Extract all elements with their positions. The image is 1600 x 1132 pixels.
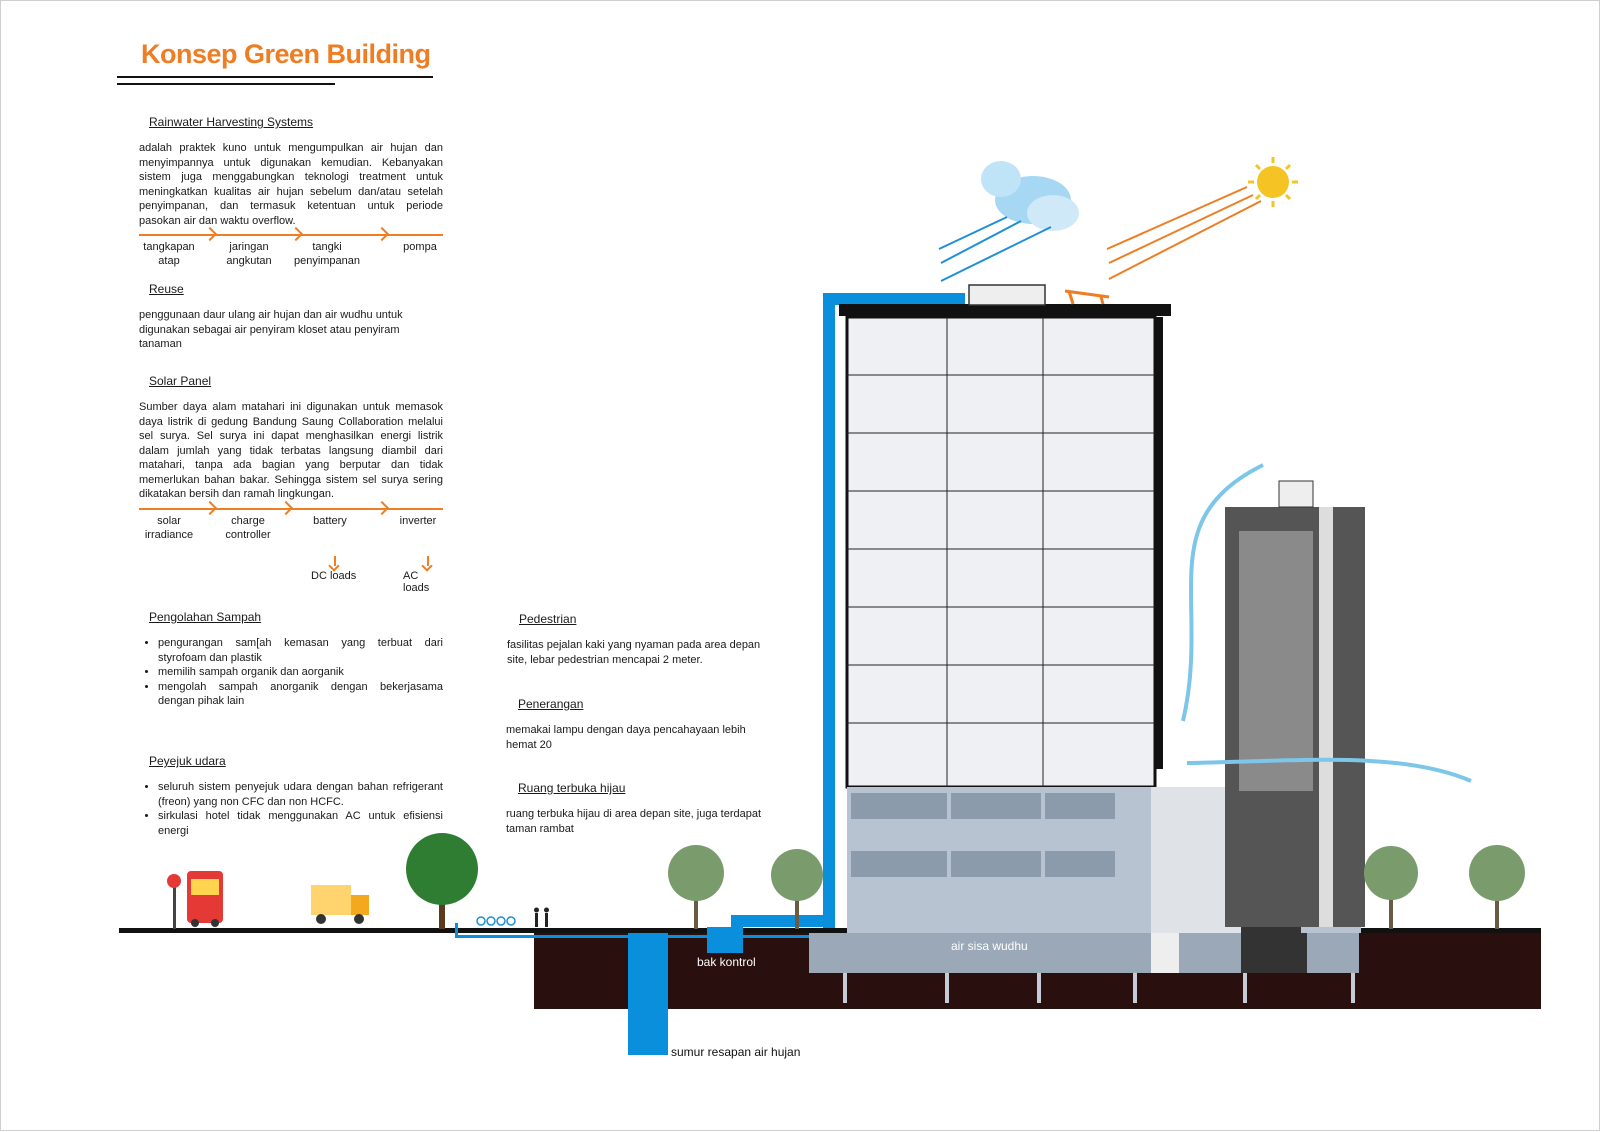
rainwater-heading: Rainwater Harvesting Systems (149, 115, 314, 129)
water-pipe-riser (455, 923, 458, 937)
list-item: • pengurangan sam[ah kemasan yang terbuat dari styrofoam dan plastik (158, 636, 443, 665)
flow-step: charge controller (225, 514, 271, 541)
bicycle-icon (477, 917, 515, 925)
tower-balcony-edge (1155, 317, 1163, 769)
pedestrian-heading: Pedestrian (519, 612, 577, 626)
penyejuk-heading: Peyejuk udara (149, 754, 226, 768)
building-section-diagram (1, 1, 1600, 1132)
bak-kontrol-label: bak kontrol (697, 955, 756, 969)
rain-pipe-top (823, 293, 965, 305)
roof-room (969, 285, 1045, 305)
second-tower-facade (1239, 531, 1313, 791)
water-pipe (455, 935, 709, 938)
solar-body: Sumber daya alam matahari ini digunakan untuk memasok daya listrik di gedung Bandung Saung Collaboration melalui sel surya. Sel surya ini dapat menghasilkan energi listrik dalam jumlah yang tidak terbatas langsung diambil dari matahari, tanpa ada bagian yang berputar dan tidak memerlukan bahan bakar. Sehingga sistem sel surya sering dikatakan bersih dan ramah lingkungan. (139, 401, 443, 500)
basement-light (1151, 933, 1179, 973)
bus-icon (187, 871, 223, 927)
main-tower (847, 317, 1155, 787)
sumur-resapan (628, 933, 668, 1055)
sumur-label: sumur resapan air hujan (671, 1045, 801, 1059)
flow-step: tangki penyimpanan (293, 241, 361, 267)
penerangan-body: memakai lampu dengan daya pencahayaan lebih hemat 20 (506, 724, 746, 751)
ruang-body: ruang terbuka hijau di area depan site, juga terdapat taman rambat (506, 808, 762, 835)
flow-step: battery (313, 514, 347, 527)
air-sisa-wudhu-label: air sisa wudhu (951, 939, 1028, 953)
tree-icon (406, 833, 478, 929)
pedestrian-icon (534, 908, 549, 928)
list-item: • seluruh sistem penyejuk udara dengan bahan refrigerant (freon) yang non CFC dan non HCFC. (158, 780, 443, 809)
ac-loads-label: AC loads (403, 570, 430, 594)
flow-step: pompa (403, 241, 437, 253)
rain-arrows (939, 217, 1051, 281)
flow-step: tangkapan atap (143, 241, 195, 267)
basement-dark (1241, 933, 1307, 973)
flow-step: solar irradiance (144, 514, 194, 541)
rainwater-body: adalah praktek kuno untuk mengumpulkan air hujan dan menyimpannya untuk digunakan kemudian. Kebanyakan sistem juga menggabungkan teknologi treatment untuk meningkatkan kualitas air hujan sebelum dan/atau setelah penyimpanan, dan termasuk ketentuan untuk periode pasokan air dan waktu overflow. (139, 142, 443, 227)
reuse-body: penggunaan daur ulang air hujan dan air wudhu untuk digunakan sebagai air penyiram kloset atau penyiram tanaman (139, 309, 403, 350)
list-item: • sirkulasi hotel tidak menggunakan AC untuk efisiensi energi (158, 809, 443, 838)
rain-pipe-bottom (731, 915, 831, 927)
sun-rays-arrows (1107, 187, 1261, 279)
sun-icon (1248, 157, 1298, 207)
roof-slab (839, 304, 1171, 316)
list-item: • memilih sampah organik dan aorganik (158, 665, 443, 680)
page-title: Konsep Green Building (141, 39, 431, 69)
solar-heading: Solar Panel (149, 374, 212, 388)
bak-kontrol (707, 927, 743, 953)
rain-pipe (823, 293, 835, 928)
ruang-heading: Ruang terbuka hijau (518, 781, 626, 795)
second-tower-roof (1279, 481, 1313, 507)
list-item: • mengolah sampah anorganik dengan bekerjasama dengan pihak lain (158, 680, 443, 709)
second-tower-core (1319, 507, 1333, 927)
penerangan-heading: Penerangan (518, 697, 584, 711)
dc-loads-label: DC loads (311, 570, 357, 582)
truck-icon (311, 885, 369, 924)
pedestrian-body: fasilitas pejalan kaki yang nyaman pada area depan site, lebar pedestrian mencapai 2 meter. (507, 639, 761, 666)
cloud-icon (981, 161, 1079, 231)
bus-stop-icon (167, 874, 181, 929)
sampah-heading: Pengolahan Sampah (149, 610, 262, 624)
flow-step: inverter (399, 514, 437, 527)
solar-panel-icon (1065, 291, 1109, 304)
flow-step: jaringan angkutan (226, 241, 272, 267)
reuse-heading: Reuse (149, 282, 184, 296)
